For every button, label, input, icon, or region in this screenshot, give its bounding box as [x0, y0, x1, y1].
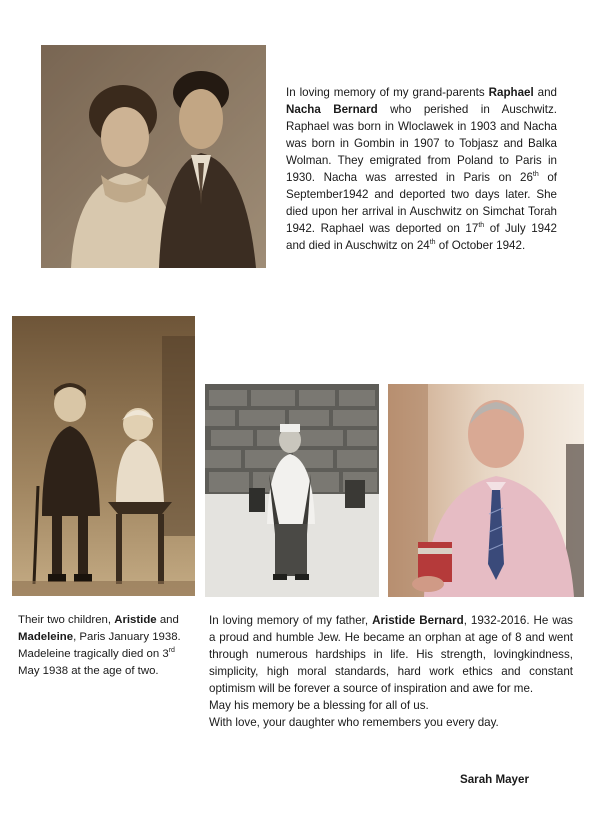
children-caption-line1: [18, 612, 196, 646]
ordinal-suffix: th: [532, 171, 539, 179]
conjunction: and: [156, 614, 179, 626]
father-name: Aristide Bernard: [372, 614, 464, 627]
ordinal-suffix: rd: [168, 647, 175, 655]
memorial-text-part1: who perished in Auschwitz. Raphael was born in Wloclawek in 1903 and Nacha was born in Gombin in 1907 to Tobjasz and Balka Wolman. They emigrated from Poland to Paris in 1930. Nacha was arrested in Paris on 26: [286, 103, 557, 184]
conjunction: and: [533, 86, 557, 99]
children-caption-line2: [18, 646, 196, 680]
grandparents-photo: [41, 45, 266, 268]
tribute-intro: In loving memory of my father,: [209, 614, 373, 627]
children-photo: [12, 316, 195, 596]
ordinal-suffix: th: [478, 222, 485, 230]
tribute-body: , 1932-2016. He was a proud and humble Jew. He became an orphan at age of 8 and went through numerous hardships in life. His strength, lovingkindness, simplicity, high moral standards, hard work ethics and constant optimism will be forever a source of inspiration and awe for me.: [209, 614, 573, 695]
caption-death-text: Madeleine tragically died on 3: [18, 648, 169, 660]
father-tribute-paragraph: [209, 612, 573, 697]
daughter-name: Madeleine: [18, 631, 74, 643]
grandmother-name: Nacha Bernard: [286, 103, 378, 116]
memorial-text-part2: of September1942 and deported two days later. She died upon her arrival in Auschwitz on Simchat Torah 1942. Raphael was deported on 17: [286, 171, 558, 235]
ordinal-suffix: th: [429, 239, 436, 247]
memorial-text-part4: of October 1942.: [435, 239, 526, 252]
tribute-blessing: May his memory be a blessing for all of us.: [209, 699, 429, 712]
children-caption: [18, 612, 196, 680]
western-wall-photo: [205, 384, 379, 597]
father-photo: [388, 384, 584, 597]
grandfather-name: Raphael: [488, 86, 534, 99]
signature: Sarah Mayer: [460, 773, 529, 786]
caption-intro: Their two children,: [18, 614, 115, 626]
father-tribute: [209, 612, 573, 731]
caption-death-text-end: May 1938 at the age of two.: [18, 665, 159, 677]
son-name: Aristide: [114, 614, 157, 626]
tribute-closing: With love, your daughter who remembers you every day.: [209, 716, 499, 729]
grandparents-memorial-text: [286, 84, 557, 254]
caption-place-date: , Paris January 1938.: [73, 631, 181, 643]
grandparents-intro: In loving memory of my grand-parents: [286, 86, 489, 99]
memorial-text-part3: of July 1942 and died in Auschwitz on 24: [286, 222, 557, 252]
